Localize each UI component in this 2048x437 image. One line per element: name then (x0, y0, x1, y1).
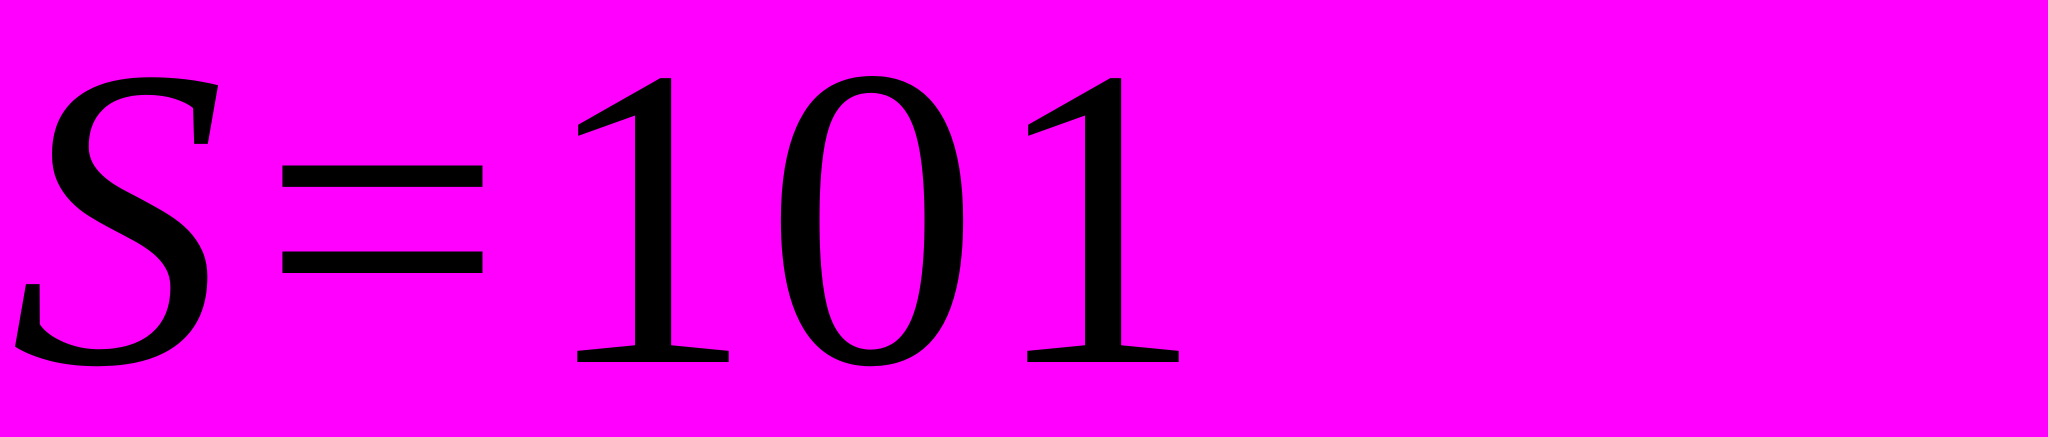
equation-value: 101 (539, 0, 1215, 437)
equation-variable: S (10, 0, 235, 437)
equation-operator: = (261, 0, 514, 437)
